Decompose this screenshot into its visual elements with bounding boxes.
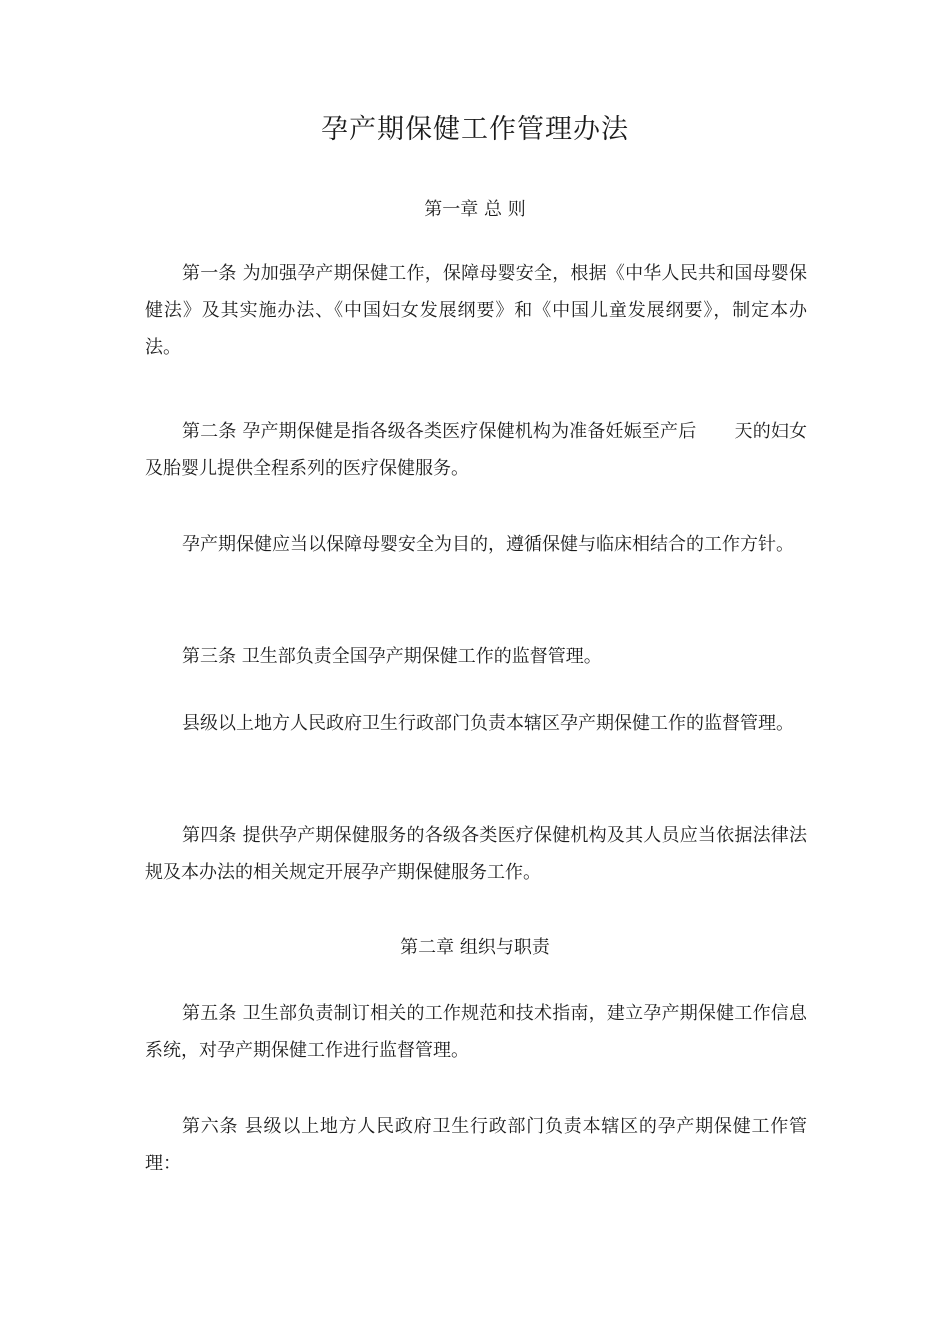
article-3-paragraph-2: 县级以上地方人民政府卫生行政部门负责本辖区孕产期保健工作的监督管理。 [182,713,794,734]
document-title: 孕产期保健工作管理办法 [321,114,629,145]
article-4: 第四条 提供孕产期保健服务的各级各类医疗保健机构及其人员应当依据法律法规及本办法的相关规定开展孕产期保健服务工作。 [145,825,807,883]
article-1: 第一条 为加强孕产期保健工作，保障母婴安全，根据《中华人民共和国母婴保健法》及其实施办法、《中国妇女发展纲要》和《中国儿童发展纲要》，制定本办法。 [145,263,807,358]
chapter-heading-1: 第一章 总 则 [424,199,526,220]
article-5: 第五条 卫生部负责制订相关的工作规范和技术指南，建立孕产期保健工作信息系统，对孕产期保健工作进行监督管理。 [145,1003,807,1061]
chapter-heading-2: 第二章 组织与职责 [400,937,550,958]
article-2-part-b: 天的妇女及胎婴儿提供全程系列的医疗保健服务。 [145,421,808,479]
article-2-paragraph-2: 孕产期保健应当以保障母婴安全为目的，遵循保健与临床相结合的工作方针。 [182,534,794,555]
article-3: 第三条 卫生部负责全国孕产期保健工作的监督管理。 [182,646,602,667]
article-6: 第六条 县级以上地方人民政府卫生行政部门负责本辖区的孕产期保健工作管理： [145,1116,807,1174]
article-2-part-a: 第二条 孕产期保健是指各级各类医疗保健机构为准备妊娠至产后 [182,421,697,442]
article-2 [145,413,807,487]
